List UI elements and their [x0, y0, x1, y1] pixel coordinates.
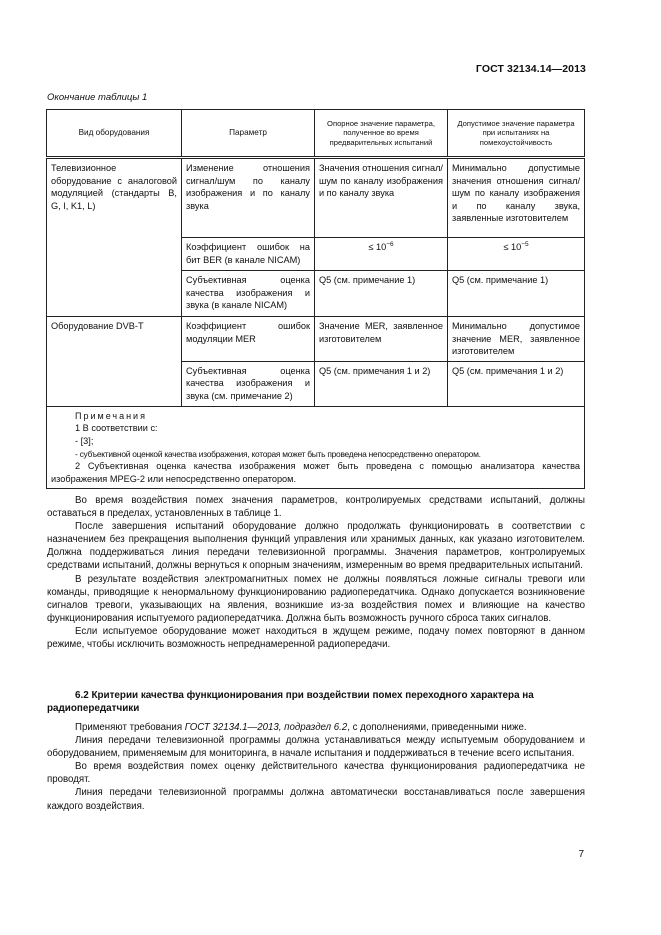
parameter-cell: Коэффициент ошибок модуляции MER: [182, 317, 315, 362]
paragraph: Линия передачи телевизионной программы должна автоматически восстанавливаться после завершения каждого воздействия.: [47, 787, 585, 812]
paragraph: Во время воздействия помех оценку действительного качества функционирования радиопередатчика не проводят.: [47, 761, 585, 786]
reference-cell: [315, 238, 448, 271]
reference-value: ≤ 10: [368, 242, 387, 252]
paragraph: [47, 721, 585, 734]
note-line: 1 В соответствии с:: [75, 423, 158, 434]
document-code: ГОСТ 32134.14—2013: [475, 63, 586, 75]
allowed-cell: Минимально допустимое значение MER, заявленное изготовителем: [448, 317, 585, 362]
section-heading: 6.2 Критерии качества функционирования при воздействии помех переходного характера на радиопередатчики: [47, 690, 534, 715]
paragraph: Линия передачи телевизионной программы должна устанавливаться между испытуемым оборудованием и оборудованием, применяемым для мониторинга, в начале испытания и поддерживаться в течение всего испытания.: [47, 735, 585, 760]
reference-cell: Q5 (см. примечания 1 и 2): [315, 361, 448, 406]
allowed-value: ≤ 10: [503, 242, 522, 252]
notes-title: Примечания: [75, 410, 147, 421]
note-line: 2 Субъективная оценка качества изображения может быть проведена с помощью анализатора качества изображения MPEG-2 или непосредственно оператором.: [51, 461, 580, 484]
body-block-2: [47, 721, 585, 813]
body-block-1: [47, 494, 585, 651]
allowed-exponent: −5: [521, 241, 529, 248]
table-row: [47, 317, 585, 362]
requirements-table: [46, 109, 585, 489]
reference-cell: Q5 (см. примечание 1): [315, 271, 448, 317]
table-notes: [47, 406, 585, 489]
reference-cell: Значения отношения сигнал/шум по каналу изображения и по каналу звука: [315, 158, 448, 238]
note-line: - [3];: [75, 435, 94, 446]
reference-exponent: −6: [386, 241, 394, 248]
col-header-equipment: Вид оборудования: [47, 110, 182, 158]
allowed-cell: Q5 (см. примечание 1): [448, 271, 585, 317]
parameter-cell: Субъективная оценка качества изображения и звука (в канале NICAM): [182, 271, 315, 317]
paragraph: Во время воздействия помех значения параметров, контролируемых средствами испытаний, должны оставаться в пределах, установленных в таблице 1.: [47, 495, 585, 520]
paragraph: Если испытуемое оборудование может находиться в ждущем режиме, подачу помех повторяют в данном режиме, чтобы исключить возможность непреднамеренной радиопередачи.: [47, 625, 585, 651]
col-header-allowed: Допустимое значение параметра при испытаниях на помехоустойчивость: [448, 110, 585, 158]
table-notes-row: [47, 406, 585, 489]
page-number: 7: [578, 849, 584, 860]
allowed-cell: Q5 (см. примечания 1 и 2): [448, 361, 585, 406]
table-header-row: [47, 110, 585, 158]
allowed-cell: [448, 238, 585, 271]
col-header-parameter: Параметр: [182, 110, 315, 158]
equipment-cell: Телевизионное оборудование с аналоговой модуляцией (стандарты B, G, I, K1, L): [47, 158, 182, 317]
parameter-cell: Субъективная оценка качества изображения и звука (см. примечание 2): [182, 361, 315, 406]
reference-cell: Значение MER, заявленное изготовителем: [315, 317, 448, 362]
note-line: - субъективной оценкой качества изображения, которая может быть проведена непосредственно оператором.: [75, 448, 481, 459]
paragraph: В результате воздействия электромагнитных помех не должны появляться ложные сигналы тревоги или команды, приводящие к ненормальному функционированию радиопередатчика. Однако допускается возникновение сигналов тревоги, указывающих на явления, возникшие из-за воздействия помех и влияющие на качество функционирования испытуемого радиопередатчика. Должна быть возможность ручного сброса таких сигналов.: [47, 573, 585, 624]
parameter-cell: Изменение отношения сигнал/шум по каналу изображения и по каналу звука: [182, 158, 315, 238]
table-row: [47, 158, 585, 238]
allowed-cell: Минимально допустимые значения отношения сигнал/шум по каналу изображения и по каналу звука, заявленные изготовителем: [448, 158, 585, 238]
parameter-cell: Коэффициент ошибок на бит BER (в канале NICAM): [182, 238, 315, 271]
col-header-reference: Опорное значение параметра, полученное во время предварительных испытаний: [315, 110, 448, 158]
ref-text-before: Применяют требования: [75, 722, 185, 733]
ref-text-after: , с дополнениями, приведенными ниже.: [347, 722, 527, 733]
ref-standard: ГОСТ 32134.1—2013, подраздел 6.2: [184, 722, 348, 733]
table-caption: Окончание таблицы 1: [47, 92, 148, 103]
equipment-cell: Оборудование DVB-T: [47, 317, 182, 407]
paragraph: После завершения испытаний оборудование должно продолжать функционировать в соответствии с назначением без прекращения выполнения функций управления или хранимых данных, как указано изготовителем. Должна поддерживаться линия передачи телевизионной программы. Значения параметров, контролируемых средствами испытаний, должны вернуться к опорным значениям, измеренным во время предварительных испытаний.: [47, 521, 585, 572]
